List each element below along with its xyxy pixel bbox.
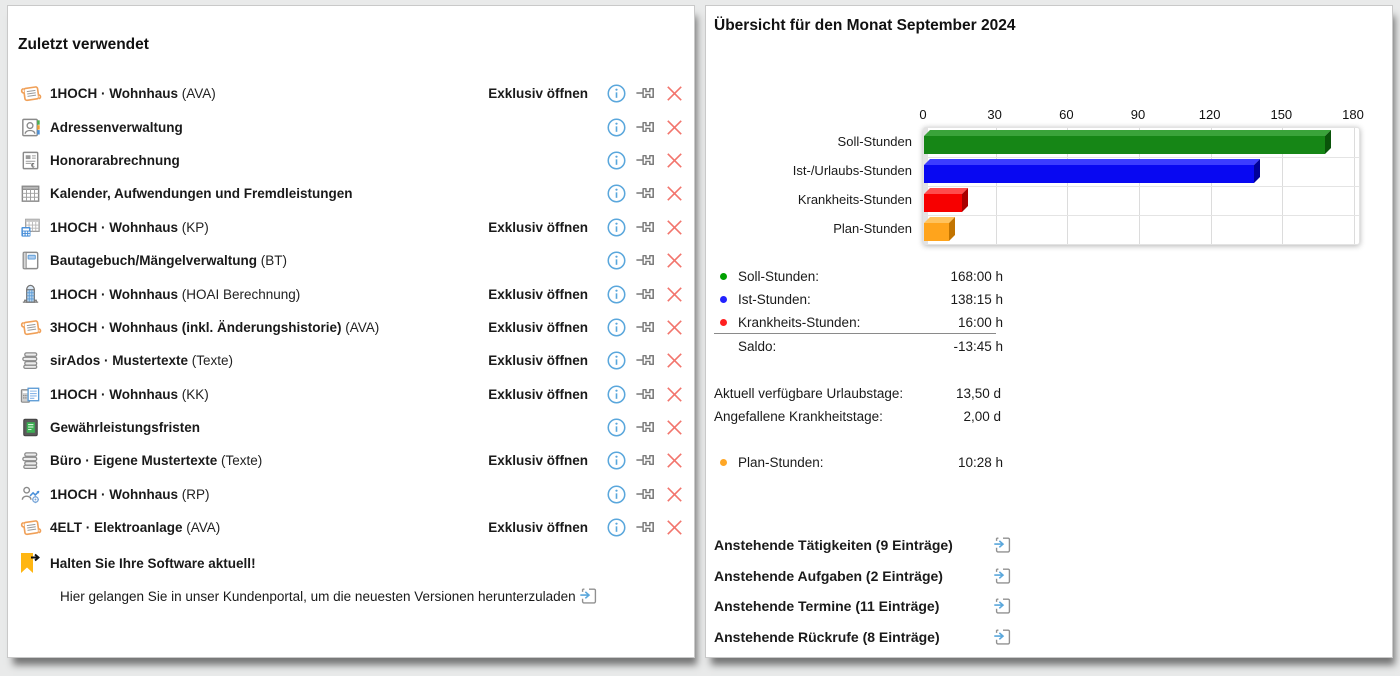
list-item-label: 1HOCH · Wohnhaus (RP) [50, 486, 210, 502]
bar-Krankheits-Stunden [924, 186, 970, 215]
exclusive-open-action[interactable]: Exklusiv öffnen [488, 353, 588, 369]
pending-link[interactable] [714, 564, 1024, 588]
remove-button[interactable] [662, 349, 686, 373]
stat-value: 10:28 h [957, 455, 1003, 470]
exclusive-open-action[interactable]: Exklusiv öffnen [488, 386, 588, 402]
address-book-icon [18, 115, 42, 139]
axis-tick-label: 30 [987, 107, 1002, 122]
list-item[interactable] [18, 478, 686, 511]
pending-link-label: Anstehende Tätigkeiten (9 Einträge) [714, 537, 953, 553]
chart-plot-area [923, 127, 1360, 245]
list-item[interactable] [18, 378, 686, 411]
goto-icon[interactable] [992, 565, 1014, 587]
list-item[interactable] [18, 211, 686, 244]
legend-dot [720, 319, 727, 326]
axis-tick-label: 0 [919, 107, 927, 122]
legend-dot [720, 343, 727, 350]
bar-category-label: Soll-Stunden [837, 134, 912, 149]
plan-row [720, 455, 1003, 470]
books-icon [18, 449, 42, 473]
recently-used-panel [7, 5, 695, 658]
pin-button[interactable] [633, 416, 657, 440]
update-note [18, 550, 256, 576]
list-item-label: 4ELT · Elektroanlage (AVA) [50, 520, 221, 536]
remove-button[interactable] [662, 115, 686, 139]
remove-button[interactable] [662, 282, 686, 306]
pin-button[interactable] [633, 215, 657, 239]
bar-category-label: Plan-Stunden [833, 221, 912, 236]
legend-dot [720, 296, 727, 303]
stat-label: Soll-Stunden: [738, 269, 820, 284]
bar-category-label: Krankheits-Stunden [797, 192, 912, 207]
goto-icon[interactable] [992, 534, 1014, 556]
pin-button[interactable] [633, 516, 657, 540]
cost-check-icon [18, 382, 42, 406]
list-item[interactable] [18, 344, 686, 377]
info-button[interactable] [604, 315, 628, 339]
month-overview-panel [705, 5, 1393, 658]
remove-button[interactable] [662, 382, 686, 406]
pending-link[interactable] [714, 594, 1024, 618]
stat-label: Angefallene Krankheitstage: [714, 409, 883, 424]
list-item[interactable] [18, 277, 686, 310]
remove-button[interactable] [662, 148, 686, 172]
remove-button[interactable] [662, 482, 686, 506]
info-button[interactable] [604, 282, 628, 306]
list-item-label: sirAdos · Mustertexte (Texte) [50, 353, 234, 369]
remove-button[interactable] [662, 516, 686, 540]
list-item[interactable] [18, 511, 686, 544]
month-overview-title: Übersicht für den Monat September 2024 [714, 17, 1016, 34]
warranty-icon [18, 416, 42, 440]
calendar-icon [18, 182, 42, 206]
list-item-label: Kalender, Aufwendungen und Fremdleistungen [50, 186, 353, 202]
list-item[interactable] [18, 110, 686, 143]
axis-tick-label: 60 [1059, 107, 1074, 122]
list-item[interactable] [18, 411, 686, 444]
diary-icon [18, 249, 42, 273]
summary-row [720, 315, 1003, 330]
pin-button[interactable] [633, 182, 657, 206]
remove-button[interactable] [662, 315, 686, 339]
customer-portal-text: Hier gelangen Sie in unser Kundenportal, um die neuesten Versionen herunterzuladen [60, 588, 576, 604]
list-item-label: 1HOCH · Wohnhaus (KP) [50, 219, 209, 235]
info-button[interactable] [604, 482, 628, 506]
list-item[interactable] [18, 144, 686, 177]
stat-value: 168:00 h [950, 269, 1003, 284]
info-button[interactable] [604, 416, 628, 440]
pin-button[interactable] [633, 349, 657, 373]
recently-used-list [18, 77, 686, 544]
pending-link[interactable] [714, 533, 1024, 557]
svg-text:€: € [30, 162, 35, 170]
pin-button[interactable] [633, 82, 657, 106]
ava-scroll-icon [18, 82, 42, 106]
pin-button[interactable] [633, 148, 657, 172]
stat-label: Aktuell verfügbare Urlaubstage: [714, 386, 904, 401]
stat-label: Ist-Stunden: [738, 292, 811, 307]
info-button[interactable] [604, 516, 628, 540]
summary-row [720, 292, 1003, 307]
bar-Plan-Stunden [924, 215, 957, 244]
remove-button[interactable] [662, 82, 686, 106]
exclusive-open-action[interactable]: Exklusiv öffnen [488, 520, 588, 536]
bar-Ist-/Urlaubs-Stunden [924, 157, 1262, 186]
exclusive-open-action[interactable]: Exklusiv öffnen [488, 319, 588, 335]
pin-button[interactable] [633, 115, 657, 139]
stat-value: 138:15 h [950, 292, 1003, 307]
legend-dot [720, 273, 727, 280]
list-item[interactable] [18, 244, 686, 277]
remove-button[interactable] [662, 215, 686, 239]
stat-label: Saldo: [738, 339, 777, 354]
bar-Soll-Stunden [924, 128, 1333, 157]
customer-portal-link[interactable] [60, 585, 600, 607]
info-button[interactable] [604, 82, 628, 106]
axis-tick-label: 120 [1198, 107, 1221, 122]
info-button[interactable] [604, 349, 628, 373]
stat-value: 16:00 h [957, 315, 1003, 330]
list-item[interactable] [18, 311, 686, 344]
controlling-icon [18, 482, 42, 506]
info-button[interactable] [604, 115, 628, 139]
summary-row [720, 269, 1003, 284]
axis-tick-label: 180 [1342, 107, 1364, 122]
exclusive-open-action[interactable]: Exklusiv öffnen [488, 86, 588, 102]
list-item[interactable] [18, 77, 686, 110]
list-item[interactable] [18, 177, 686, 210]
list-item-label: Bautagebuch/Mängelverwaltung (BT) [50, 253, 288, 269]
day-stat-row [714, 386, 1001, 401]
bookmark-arrow-icon [18, 550, 42, 576]
info-button[interactable] [604, 182, 628, 206]
exclusive-open-action[interactable]: Exklusiv öffnen [488, 286, 588, 302]
goto-icon[interactable] [578, 585, 600, 607]
info-button[interactable] [604, 249, 628, 273]
stat-label: Krankheits-Stunden: [738, 315, 861, 330]
goto-icon[interactable] [992, 595, 1014, 617]
stat-value: 13,50 d [955, 386, 1001, 401]
list-item[interactable] [18, 444, 686, 477]
day-stat-row [714, 409, 1001, 424]
update-note-title: Halten Sie Ihre Software aktuell! [50, 555, 256, 571]
pin-button[interactable] [633, 482, 657, 506]
info-button[interactable] [604, 148, 628, 172]
building-icon [18, 282, 42, 306]
pin-button[interactable] [633, 449, 657, 473]
list-item-label: 1HOCH · Wohnhaus (KK) [50, 386, 209, 402]
remove-button[interactable] [662, 182, 686, 206]
pending-link-label: Anstehende Termine (11 Einträge) [714, 598, 940, 615]
remove-button[interactable] [662, 416, 686, 440]
pin-button[interactable] [633, 282, 657, 306]
saldo-row [720, 339, 1003, 354]
saldo-separator [714, 333, 996, 334]
list-item-label: Gewährleistungsfristen [50, 420, 201, 436]
axis-tick-label: 90 [1130, 107, 1146, 122]
goto-icon[interactable] [992, 626, 1014, 648]
list-item-label: 1HOCH · Wohnhaus (HOAI Berechnung) [50, 286, 301, 302]
pending-link-label: Anstehende Aufgaben (2 Einträge) [714, 567, 943, 584]
list-item-label: Honorarabrechnung [50, 152, 180, 168]
ava-scroll-icon [18, 315, 42, 339]
list-item-label: 1HOCH · Wohnhaus (AVA) [50, 86, 216, 102]
bar-category-label: Ist-/Urlaubs-Stunden [792, 163, 912, 178]
pending-link[interactable] [714, 625, 1024, 649]
ava-scroll-icon [18, 516, 42, 540]
books-icon [18, 349, 42, 373]
exclusive-open-action[interactable]: Exklusiv öffnen [488, 453, 588, 469]
info-button[interactable] [604, 215, 628, 239]
invoice-icon [18, 148, 42, 172]
list-item-label: Büro · Eigene Mustertexte (Texte) [50, 453, 263, 469]
legend-dot [720, 459, 727, 466]
stat-value: 2,00 d [963, 409, 1001, 424]
list-item-label: 3HOCH · Wohnhaus (inkl. Änderungshistorie) (AVA) [50, 319, 380, 335]
cost-planning-icon [18, 215, 42, 239]
remove-button[interactable] [662, 449, 686, 473]
pin-button[interactable] [633, 249, 657, 273]
axis-tick-label: 150 [1270, 107, 1293, 122]
stat-value: -13:45 h [953, 339, 1003, 354]
recently-used-title: Zuletzt verwendet [18, 36, 149, 53]
pin-button[interactable] [633, 315, 657, 339]
list-item-label: Adressenverwaltung [50, 119, 183, 135]
stat-label: Plan-Stunden: [738, 455, 824, 470]
info-button[interactable] [604, 382, 628, 406]
info-button[interactable] [604, 449, 628, 473]
remove-button[interactable] [662, 249, 686, 273]
pin-button[interactable] [633, 382, 657, 406]
pending-link-label: Anstehende Rückrufe (8 Einträge) [714, 629, 940, 646]
exclusive-open-action[interactable]: Exklusiv öffnen [488, 219, 588, 235]
